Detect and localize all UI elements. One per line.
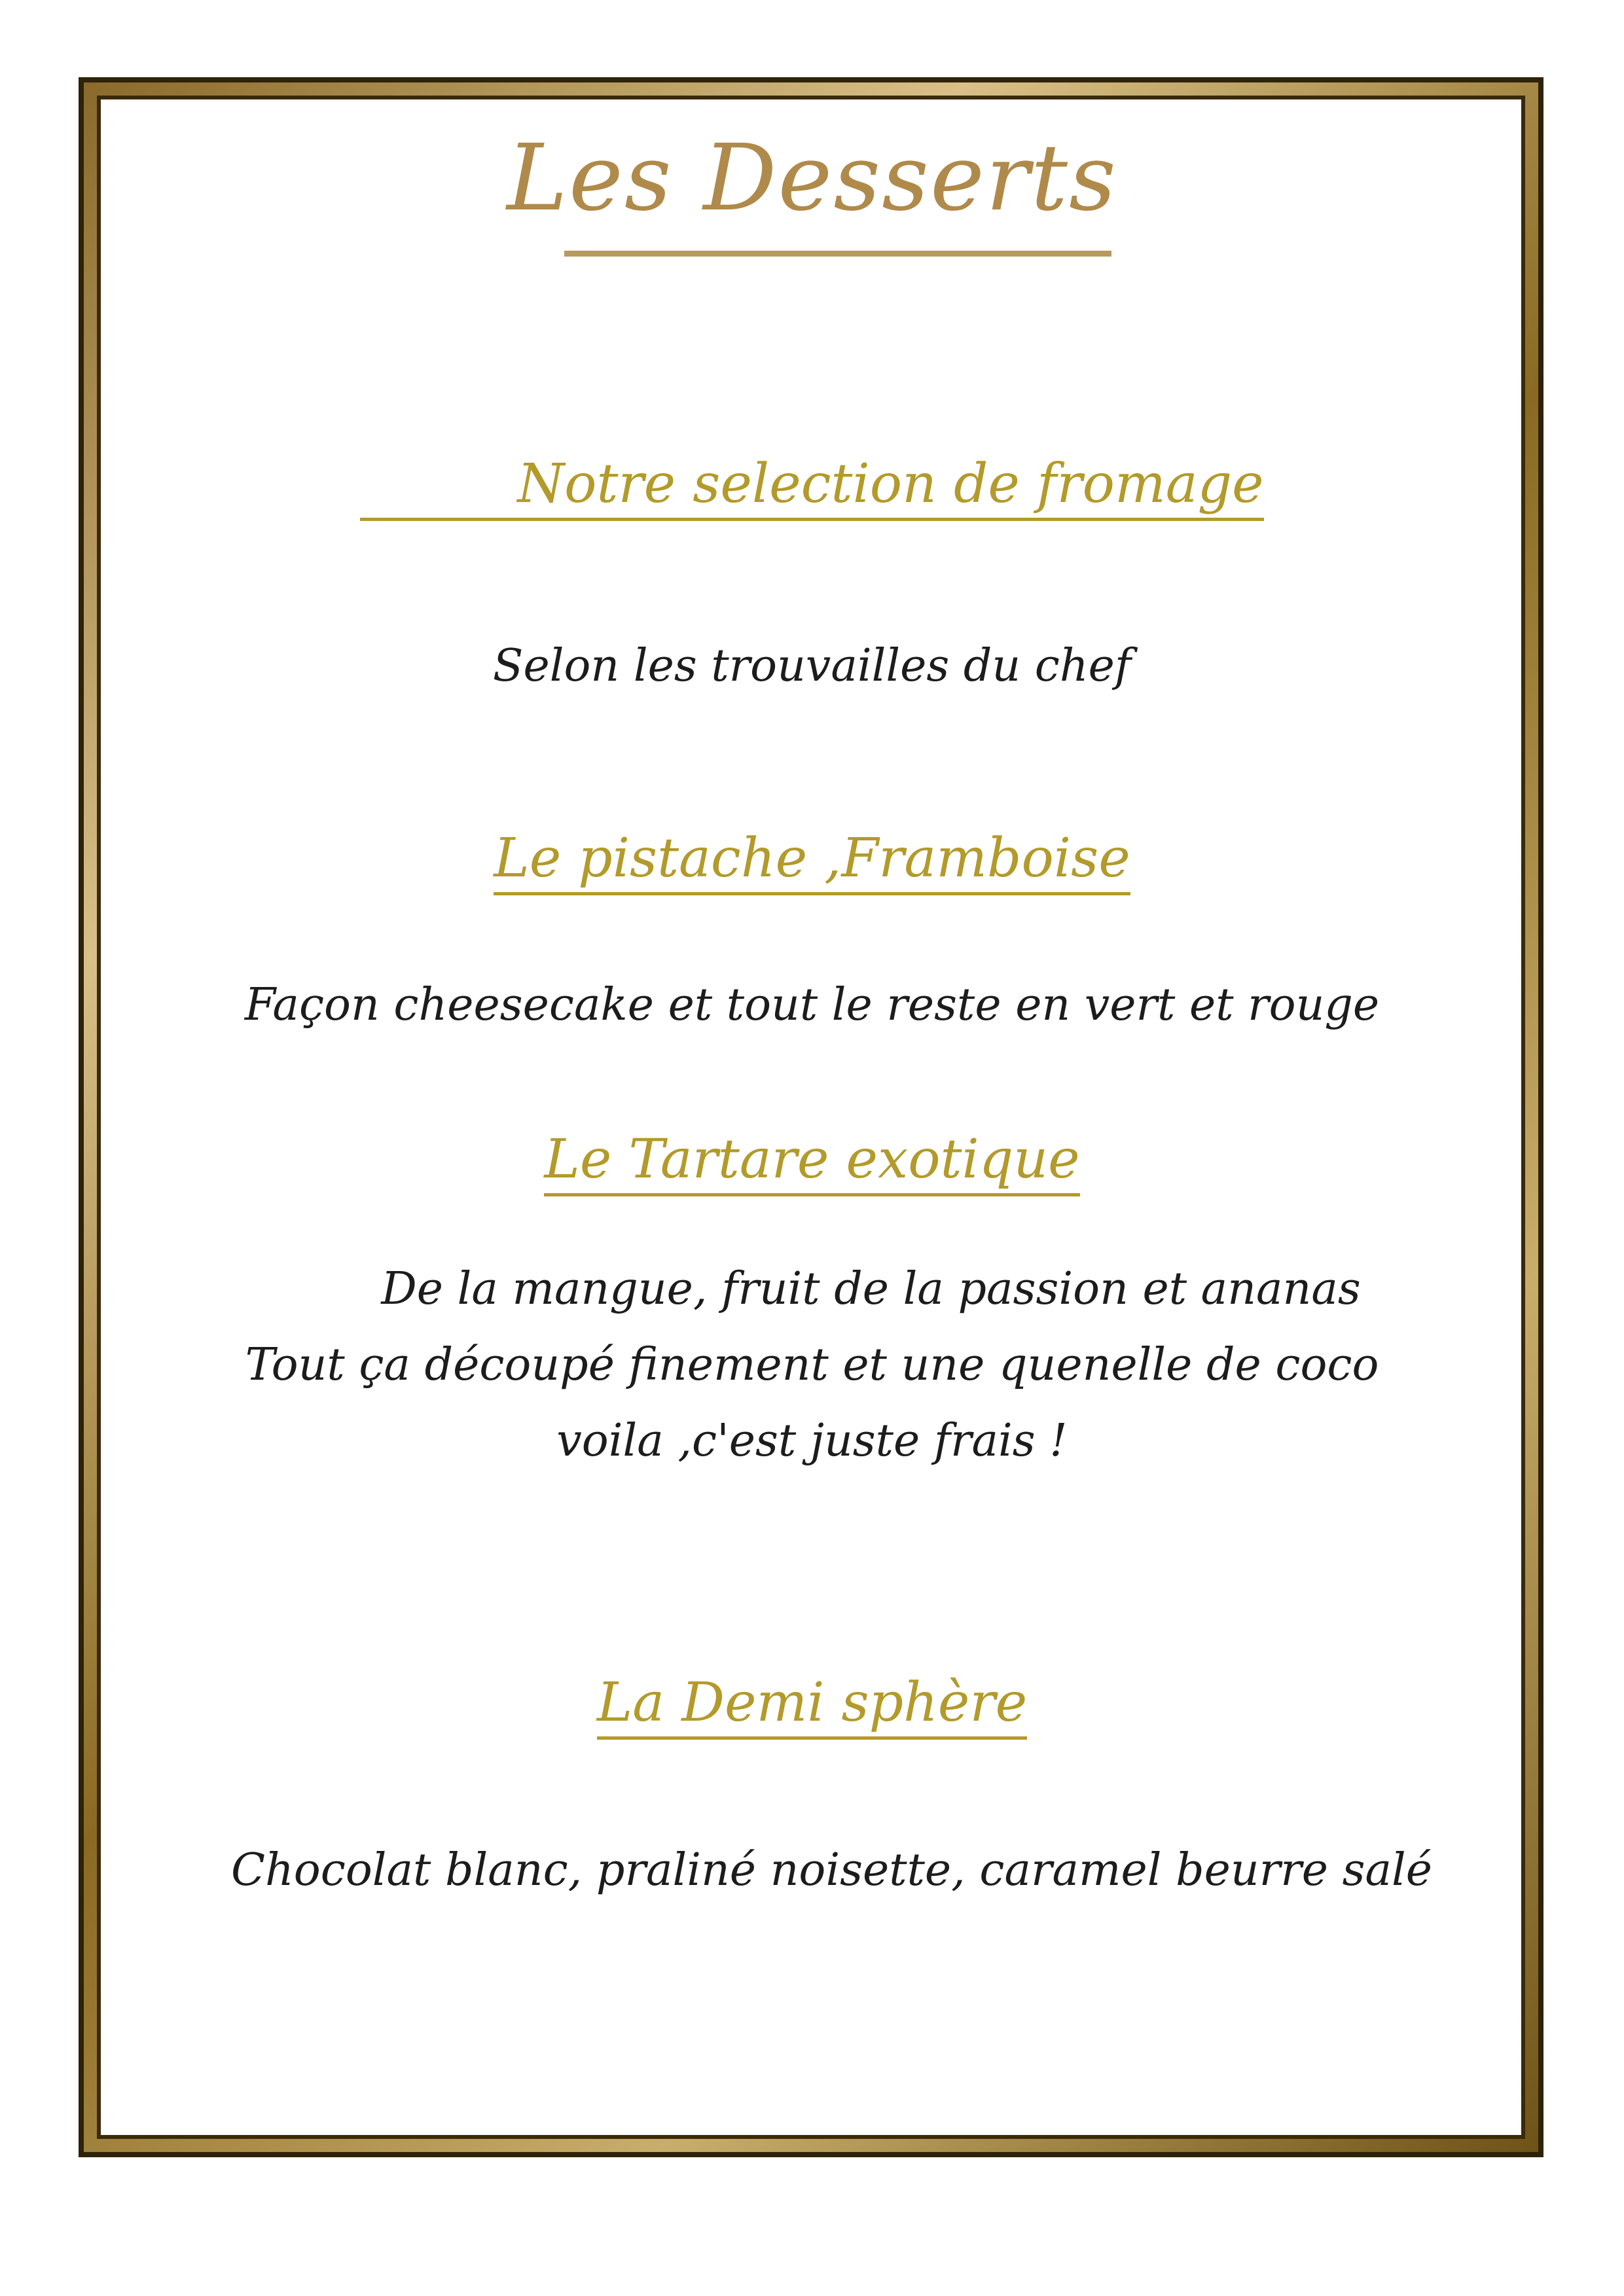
section-heading-demi-sphere (0, 1670, 1624, 1736)
desc-line: Selon les trouvailles du chef (492, 640, 1132, 692)
section-heading-pistache-text: Le pistache ,Framboise (494, 827, 1130, 895)
desc-line: Façon cheesecake et tout le reste en vert et rouge (244, 979, 1380, 1031)
desc-line: voila ,c'est juste frais ! (556, 1415, 1068, 1467)
section-heading-pistache (0, 826, 1624, 891)
title-underline (564, 251, 1111, 257)
desc-line: De la mangue, fruit de la passion et ananas (381, 1263, 1361, 1315)
section-desc-pistache (0, 967, 1624, 1043)
section-desc-demi-sphere (0, 1833, 1624, 1909)
menu-title: Les Desserts (507, 125, 1117, 232)
section-heading-demi-sphere-text: La Demi sphère (597, 1672, 1027, 1740)
section-heading-fromage-text: Notre selection de fromage (360, 453, 1263, 521)
section-heading-fromage (0, 452, 1624, 517)
section-desc-tartare (0, 1251, 1624, 1479)
desc-line: Chocolat blanc, praliné noisette, caramel beurre salé (230, 1844, 1433, 1896)
section-desc-fromage (0, 628, 1624, 704)
section-heading-tartare (0, 1127, 1624, 1193)
desc-line: Tout ça découpé finement et une quenelle de coco (245, 1339, 1379, 1391)
section-heading-tartare-text: Le Tartare exotique (544, 1128, 1079, 1196)
